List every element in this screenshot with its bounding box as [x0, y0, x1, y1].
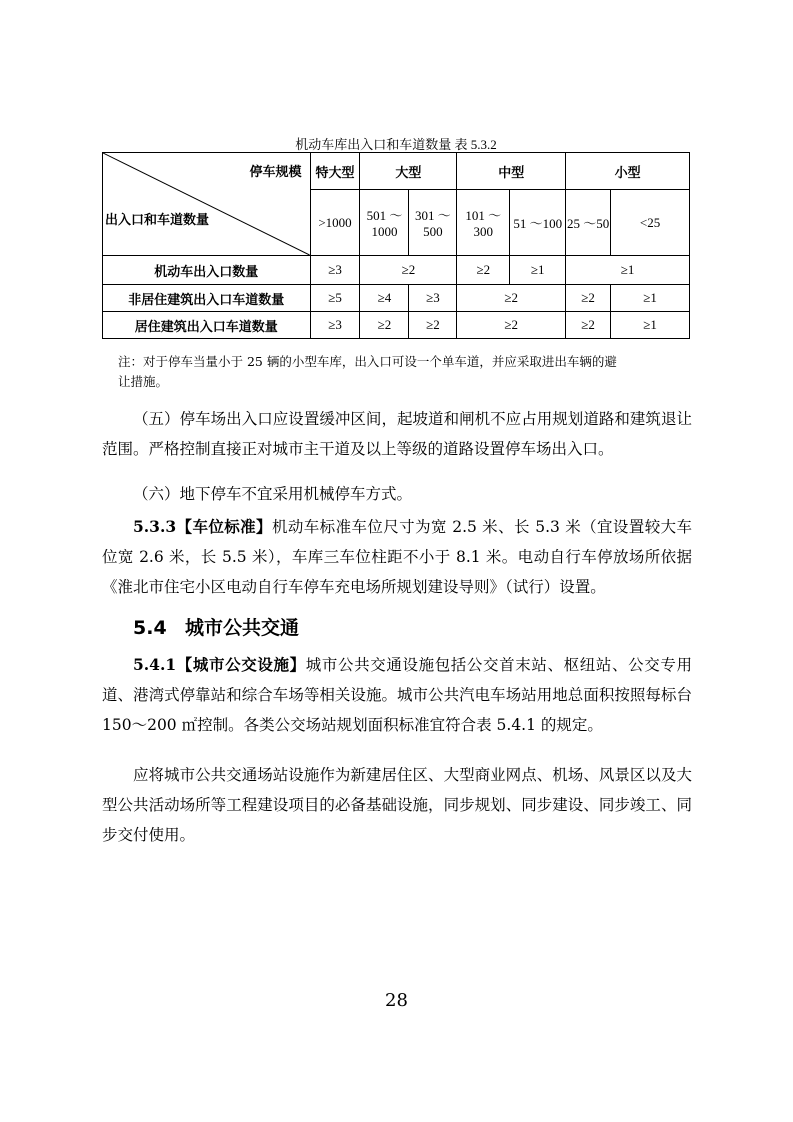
clause-text: 城市公共交通设施包括公交首末站、枢纽站、公交专用道、港湾式停靠站和综合车场等相关设施。城市公共汽电车场站用地总面积按照每标台 150～200 ㎡控制。各类公交场站规划面积标准宜符合表 5.4.1 的规定。 [102, 656, 692, 734]
corner-bottom-label: 出入口和车道数量 [105, 212, 210, 227]
page-number: 28 [385, 990, 408, 1011]
table-cell: ≥4 [360, 285, 409, 312]
clause-heading: 5.3.3【车位标准】 [133, 517, 272, 536]
sub-header-cell: 501 ～ 1000 [360, 190, 409, 256]
section-heading [133, 613, 299, 640]
table-row [103, 312, 690, 339]
table-row [103, 256, 690, 285]
note-line: 让措施。 [118, 374, 169, 389]
row-label: 居住建筑出入口车道数量 [103, 312, 311, 339]
parking-entrance-table [102, 152, 690, 339]
clause-5-4-1 [102, 650, 692, 740]
table-cell: ≥3 [310, 312, 360, 339]
table-cell: ≥3 [409, 285, 457, 312]
section-number: 5.4 [133, 617, 167, 639]
sub-header-cell: >1000 [310, 190, 360, 256]
sub-header-cell: 25 ～50 [566, 190, 611, 256]
table-cell: ≥2 [457, 285, 566, 312]
scale-header-small: 小型 [566, 153, 690, 190]
table-cell: ≥2 [566, 285, 611, 312]
table-cell: ≥3 [310, 256, 360, 285]
row-label: 非居住建筑出入口车道数量 [103, 285, 311, 312]
table-caption: 机动车库出入口和车道数量 表 5.3.2 [295, 137, 497, 152]
table-cell: ≥5 [310, 285, 360, 312]
clause-5-3-3 [102, 512, 692, 602]
paragraph-last: 应将城市公共交通场站设施作为新建居住区、大型商业网点、机场、风景区以及大型公共活动场所等工程建设项目的必备基础设施，同步规划、同步建设、同步竣工、同步交付使用。 [102, 766, 692, 844]
table-cell: ≥2 [457, 256, 510, 285]
scale-header-large: 大型 [360, 153, 457, 190]
table-corner-header [103, 153, 311, 256]
table-note [102, 352, 692, 392]
note-line: 注：对于停车当量小于 25 辆的小型车库，出入口可设一个单车道，并应采取进出车辆的避 [118, 354, 617, 369]
table-cell: ≥1 [611, 312, 690, 339]
scale-header-medium: 中型 [457, 153, 566, 190]
sub-header-cell: <25 [611, 190, 690, 256]
sub-header-cell: 51 ～100 [510, 190, 566, 256]
paragraph-6: （六）地下停车不宜采用机械停车方式。 [133, 485, 413, 503]
clause-heading: 5.4.1【城市公交设施】 [133, 655, 306, 674]
table-cell: ≥1 [566, 256, 690, 285]
table-cell: ≥1 [611, 285, 690, 312]
sub-header-cell: 101 ～300 [457, 190, 510, 256]
sub-header-cell: 301 ～500 [409, 190, 457, 256]
table-cell: ≥2 [360, 256, 457, 285]
row-label: 机动车出入口数量 [103, 256, 311, 285]
corner-top-label: 停车规模 [249, 164, 302, 179]
table-cell: ≥1 [510, 256, 566, 285]
section-title: 城市公共交通 [185, 617, 300, 639]
table-row [103, 285, 690, 312]
clause-text: 机动车标准车位尺寸为宽 2.5 米、长 5.3 米（宜设置较大车位宽 2.6 米，长 5.5 米），车库三车位柱距不小于 8.1 米。电动自行车停放场所依据《淮北市住宅小区电动自行车停车充电场所规划建设导则》（试行）设置。 [102, 518, 693, 596]
scale-header-xl: 特大型 [310, 153, 360, 190]
table-cell: ≥2 [409, 312, 457, 339]
table-cell: ≥2 [457, 312, 566, 339]
paragraph-5: （五）停车场出入口应设置缓冲区间，起坡道和闸机不应占用规划道路和建筑退让范围。严格控制直接正对城市主干道及以上等级的道路设置停车场出入口。 [102, 410, 692, 458]
table-cell: ≥2 [360, 312, 409, 339]
table-cell: ≥2 [566, 312, 611, 339]
